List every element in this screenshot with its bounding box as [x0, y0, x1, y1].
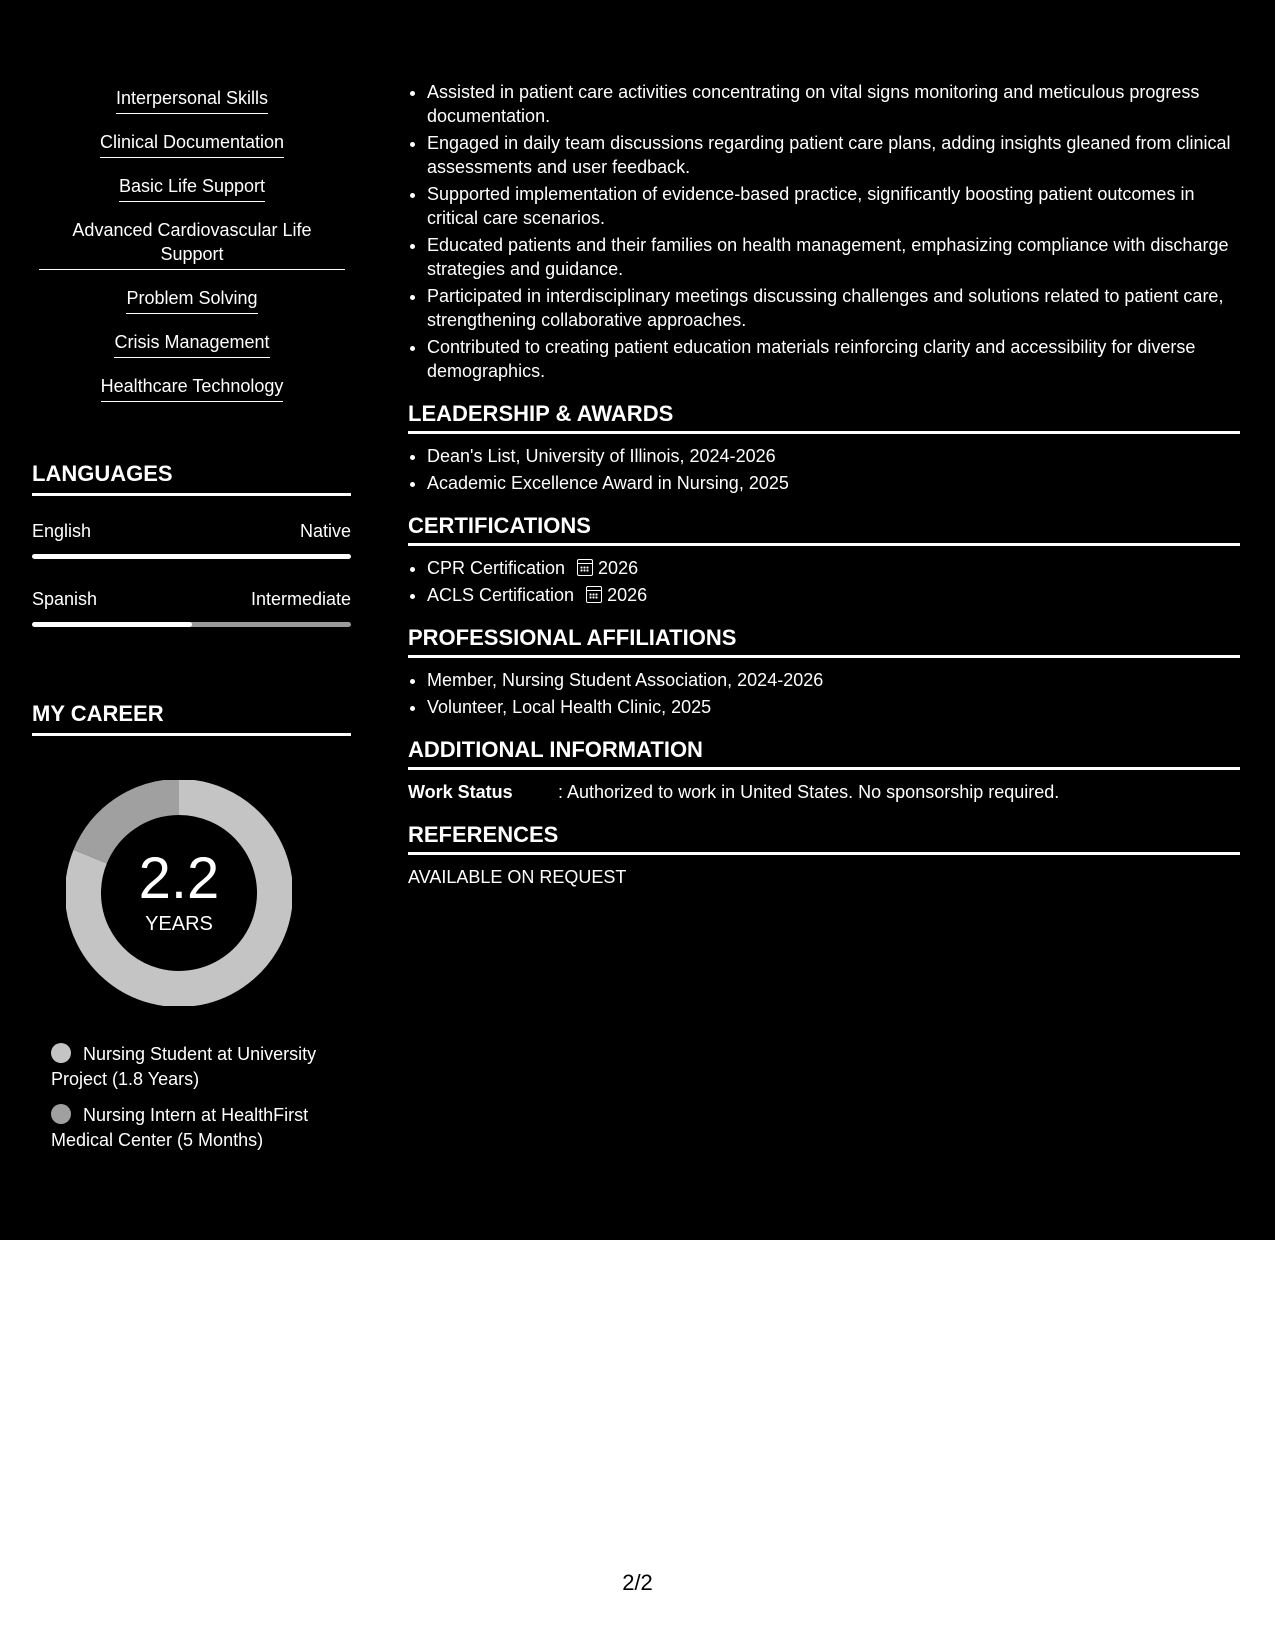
work-status-value: : Authorized to work in United States. No sponsorship required. — [558, 782, 1060, 802]
language-level: Intermediate — [250, 589, 351, 609]
references-text: AVAILABLE ON REQUEST — [408, 867, 627, 887]
certification-name: ACLS Certification — [427, 585, 575, 605]
leadership-item: • Dean's List, University of Illinois, 2024-2026 — [427, 444, 1240, 468]
calendar-icon — [586, 586, 602, 603]
additional-info-heading: ADDITIONAL INFORMATION — [408, 737, 1240, 770]
experience-bullets — [408, 80, 1240, 383]
career-section — [32, 701, 351, 1164]
experience-bullet: • Assisted in patient care activities concentrating on vital signs monitoring and meticulous progress documentation. — [427, 80, 1240, 128]
affiliations-heading: PROFESSIONAL AFFILIATIONS — [408, 625, 1240, 658]
experience-bullet: • Participated in interdisciplinary meetings discussing challenges and solutions related to patient care, strengthening collaborative approaches. — [427, 284, 1240, 332]
language-row — [32, 520, 351, 559]
page-number: 2/2 — [622, 1570, 653, 1595]
experience-bullet: • Engaged in daily team discussions regarding patient care plans, adding insights gleaned from clinical assessments and user feedback. — [427, 131, 1240, 179]
career-legend — [51, 1042, 341, 1153]
certification-item — [427, 583, 1240, 607]
certifications-heading: CERTIFICATIONS — [408, 513, 1240, 546]
language-proficiency-bar — [32, 554, 351, 559]
experience-bullet: • Contributed to creating patient education materials reinforcing clarity and accessibility for diverse demographics. — [427, 335, 1240, 383]
language-name: Spanish — [32, 589, 98, 609]
main-column — [408, 0, 1240, 889]
experience-bullet: • Educated patients and their families on health management, emphasizing compliance with discharge strategies and guidance. — [427, 233, 1240, 281]
languages-section — [32, 461, 351, 627]
certification-item — [427, 556, 1240, 580]
legend-dot-icon — [51, 1104, 71, 1124]
certifications-list — [408, 556, 1240, 607]
legend-dot-icon — [51, 1043, 71, 1063]
leadership-item: • Academic Excellence Award in Nursing, 2025 — [427, 471, 1240, 495]
affiliation-item: • Volunteer, Local Health Clinic, 2025 — [427, 695, 1240, 719]
career-legend-label: Nursing Student at University Project (1.8 Years) — [51, 1044, 317, 1089]
language-proficiency-fill — [32, 622, 192, 627]
experience-bullet: • Supported implementation of evidence-based practice, significantly boosting patient outcomes in critical care scenarios. — [427, 182, 1240, 230]
affiliation-item: • Member, Nursing Student Association, 2024-2026 — [427, 668, 1240, 692]
career-legend-item — [51, 1103, 341, 1153]
sidebar — [0, 0, 382, 1240]
calendar-icon — [577, 559, 593, 576]
skill-item: Crisis Management — [114, 330, 269, 358]
career-donut-chart — [66, 780, 292, 1006]
affiliations-list — [408, 668, 1240, 719]
language-level: Native — [299, 521, 351, 541]
work-status-row — [408, 780, 1240, 804]
career-heading: MY CAREER — [32, 701, 351, 736]
language-name: English — [32, 521, 92, 541]
certification-year: 2026 — [598, 558, 639, 578]
skill-item: Healthcare Technology — [101, 374, 284, 402]
skill-item: Basic Life Support — [119, 174, 265, 202]
language-proficiency-fill — [32, 554, 351, 559]
language-proficiency-bar — [32, 622, 351, 627]
certification-name: CPR Certification — [427, 558, 566, 578]
leadership-heading: LEADERSHIP & AWARDS — [408, 401, 1240, 434]
language-row — [32, 588, 351, 627]
work-status-label: Work Status — [408, 782, 513, 802]
career-legend-label: Nursing Intern at HealthFirst Medical Center (5 Months) — [51, 1105, 309, 1150]
career-total-unit: YEARS — [145, 913, 213, 935]
skill-item: Clinical Documentation — [100, 130, 284, 158]
career-total-value: 2.2 — [138, 846, 220, 911]
skills-list — [32, 86, 352, 418]
languages-heading: LANGUAGES — [32, 461, 351, 496]
skill-item: Interpersonal Skills — [116, 86, 268, 114]
references-heading: REFERENCES — [408, 822, 1240, 855]
skill-item: Problem Solving — [126, 286, 257, 314]
skill-item: Advanced Cardiovascular Life Support — [39, 218, 345, 270]
certification-year: 2026 — [607, 585, 648, 605]
career-legend-item — [51, 1042, 341, 1092]
leadership-list — [408, 444, 1240, 495]
